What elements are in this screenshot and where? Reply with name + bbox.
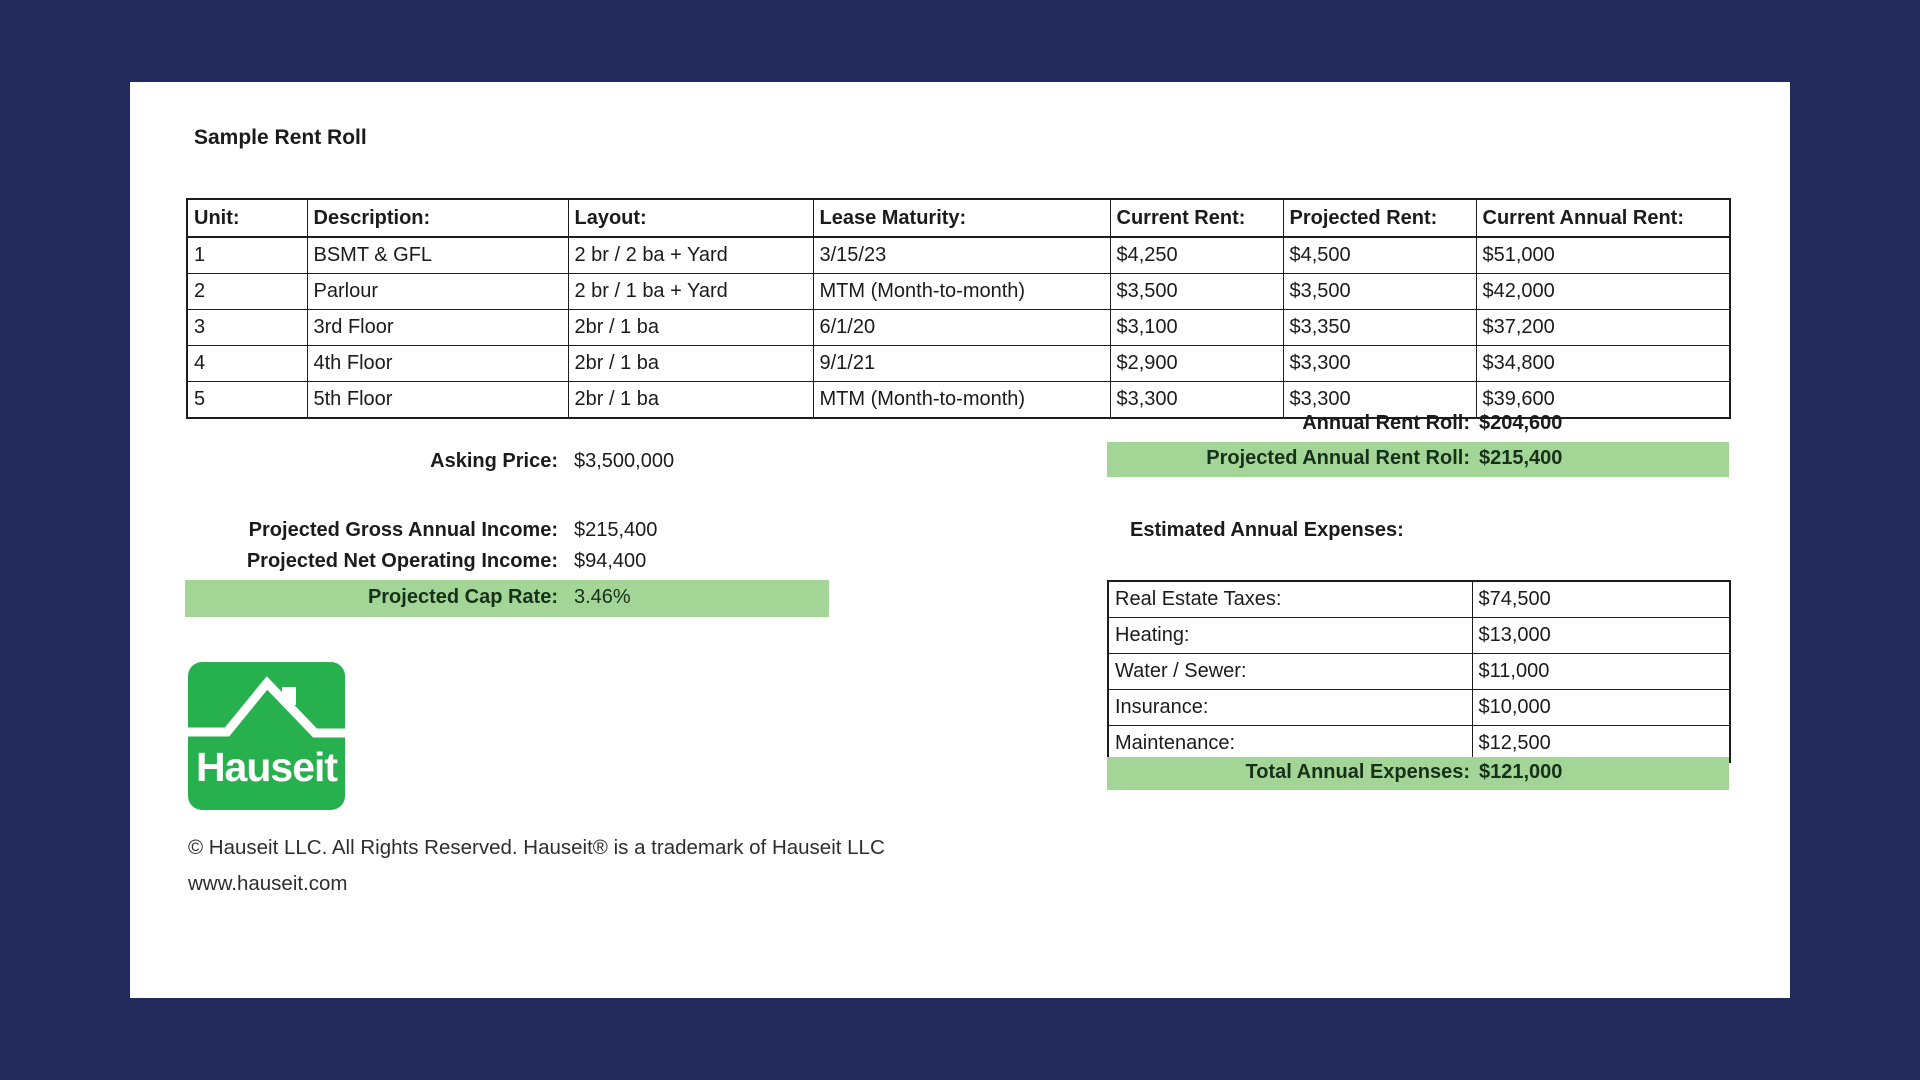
net-operating-income-value: $94,400 [574,550,647,572]
cell-layout: 2br / 1 ba [568,310,813,346]
annual-rent-roll-value: $204,600 [1479,412,1563,434]
asking-price-label: Asking Price: [430,450,558,472]
expense-value: $74,500 [1472,581,1730,618]
cell-current-annual-rent: $34,800 [1476,346,1730,382]
cell-description: 3rd Floor [307,310,568,346]
cell-current-rent: $4,250 [1110,237,1283,274]
cap-rate-value: 3.46% [574,586,631,608]
projected-annual-rent-roll-label: Projected Annual Rent Roll: [1206,447,1470,469]
expense-value: $13,000 [1472,618,1730,654]
cell-unit: 4 [187,346,307,382]
cell-lease-maturity: 6/1/20 [813,310,1110,346]
cap-rate-label: Projected Cap Rate: [367,586,558,608]
expense-value: $10,000 [1472,690,1730,726]
expense-label: Insurance: [1108,690,1472,726]
column-header-current-rent: Current Rent: [1110,199,1283,237]
annual-rent-roll-label: Annual Rent Roll: [1302,412,1470,434]
cell-lease-maturity: 9/1/21 [813,346,1110,382]
column-header-layout: Layout: [568,199,813,237]
rent-roll-header-row [187,199,1730,237]
column-header-projected-rent: Projected Rent: [1283,199,1476,237]
expense-row [1108,581,1730,618]
cell-description: BSMT & GFL [307,237,568,274]
table-row [187,274,1730,310]
cell-layout: 2br / 1 ba [568,382,813,419]
table-row [187,237,1730,274]
cell-projected-rent: $3,350 [1283,310,1476,346]
expense-label: Water / Sewer: [1108,654,1472,690]
cell-unit: 1 [187,237,307,274]
cell-layout: 2 br / 1 ba + Yard [568,274,813,310]
column-header-current-annual-rent: Current Annual Rent: [1476,199,1730,237]
cell-projected-rent: $4,500 [1283,237,1476,274]
cell-description: 5th Floor [307,382,568,419]
expenses-table [1107,580,1731,763]
cell-projected-rent: $3,300 [1283,346,1476,382]
cell-layout: 2 br / 2 ba + Yard [568,237,813,274]
cell-unit: 2 [187,274,307,310]
hauseit-logo [188,662,345,810]
cell-current-rent: $3,300 [1110,382,1283,419]
expense-label: Real Estate Taxes: [1108,581,1472,618]
expense-row [1108,618,1730,654]
cell-lease-maturity: 3/15/23 [813,237,1110,274]
cell-current-rent: $3,100 [1110,310,1283,346]
gross-income-value: $215,400 [574,519,658,541]
total-expenses-value: $121,000 [1479,761,1563,783]
cell-current-annual-rent: $51,000 [1476,237,1730,274]
asking-price-value: $3,500,000 [574,450,675,472]
expense-value: $12,500 [1472,726,1730,763]
cell-unit: 5 [187,382,307,419]
footer [188,830,885,902]
column-header-description: Description: [307,199,568,237]
cell-current-rent: $2,900 [1110,346,1283,382]
total-expenses-label: Total Annual Expenses: [1245,761,1470,783]
logo-wordmark: Hauseit [195,744,338,790]
expense-label: Heating: [1108,618,1472,654]
net-operating-income-label: Projected Net Operating Income: [246,550,558,572]
cell-projected-rent: $3,500 [1283,274,1476,310]
cell-current-rent: $3,500 [1110,274,1283,310]
expense-row [1108,654,1730,690]
cell-unit: 3 [187,310,307,346]
rent-roll-table [186,198,1731,419]
cell-lease-maturity: MTM (Month-to-month) [813,382,1110,419]
expenses-heading: Estimated Annual Expenses: [1130,519,1404,541]
expense-row [1108,690,1730,726]
cell-current-annual-rent: $37,200 [1476,310,1730,346]
column-header-unit: Unit: [187,199,307,237]
cell-current-annual-rent: $42,000 [1476,274,1730,310]
expense-label: Maintenance: [1108,726,1472,763]
cell-lease-maturity: MTM (Month-to-month) [813,274,1110,310]
table-row [187,346,1730,382]
cell-description: Parlour [307,274,568,310]
document-page [130,82,1790,998]
projected-annual-rent-roll-value: $215,400 [1479,447,1563,469]
copyright-text: © Hauseit LLC. All Rights Reserved. Hauseit® is a trademark of Hauseit LLC [188,836,885,859]
gross-income-label: Projected Gross Annual Income: [248,519,558,541]
page-title: Sample Rent Roll [194,126,367,149]
website-link[interactable]: www.hauseit.com [188,872,348,895]
expense-value: $11,000 [1472,654,1730,690]
table-row [187,310,1730,346]
cell-projected-rent: $3,300 [1283,382,1476,419]
column-header-lease-maturity: Lease Maturity: [813,199,1110,237]
cell-layout: 2br / 1 ba [568,346,813,382]
cell-description: 4th Floor [307,346,568,382]
cell-current-annual-rent: $39,600 [1476,382,1730,419]
